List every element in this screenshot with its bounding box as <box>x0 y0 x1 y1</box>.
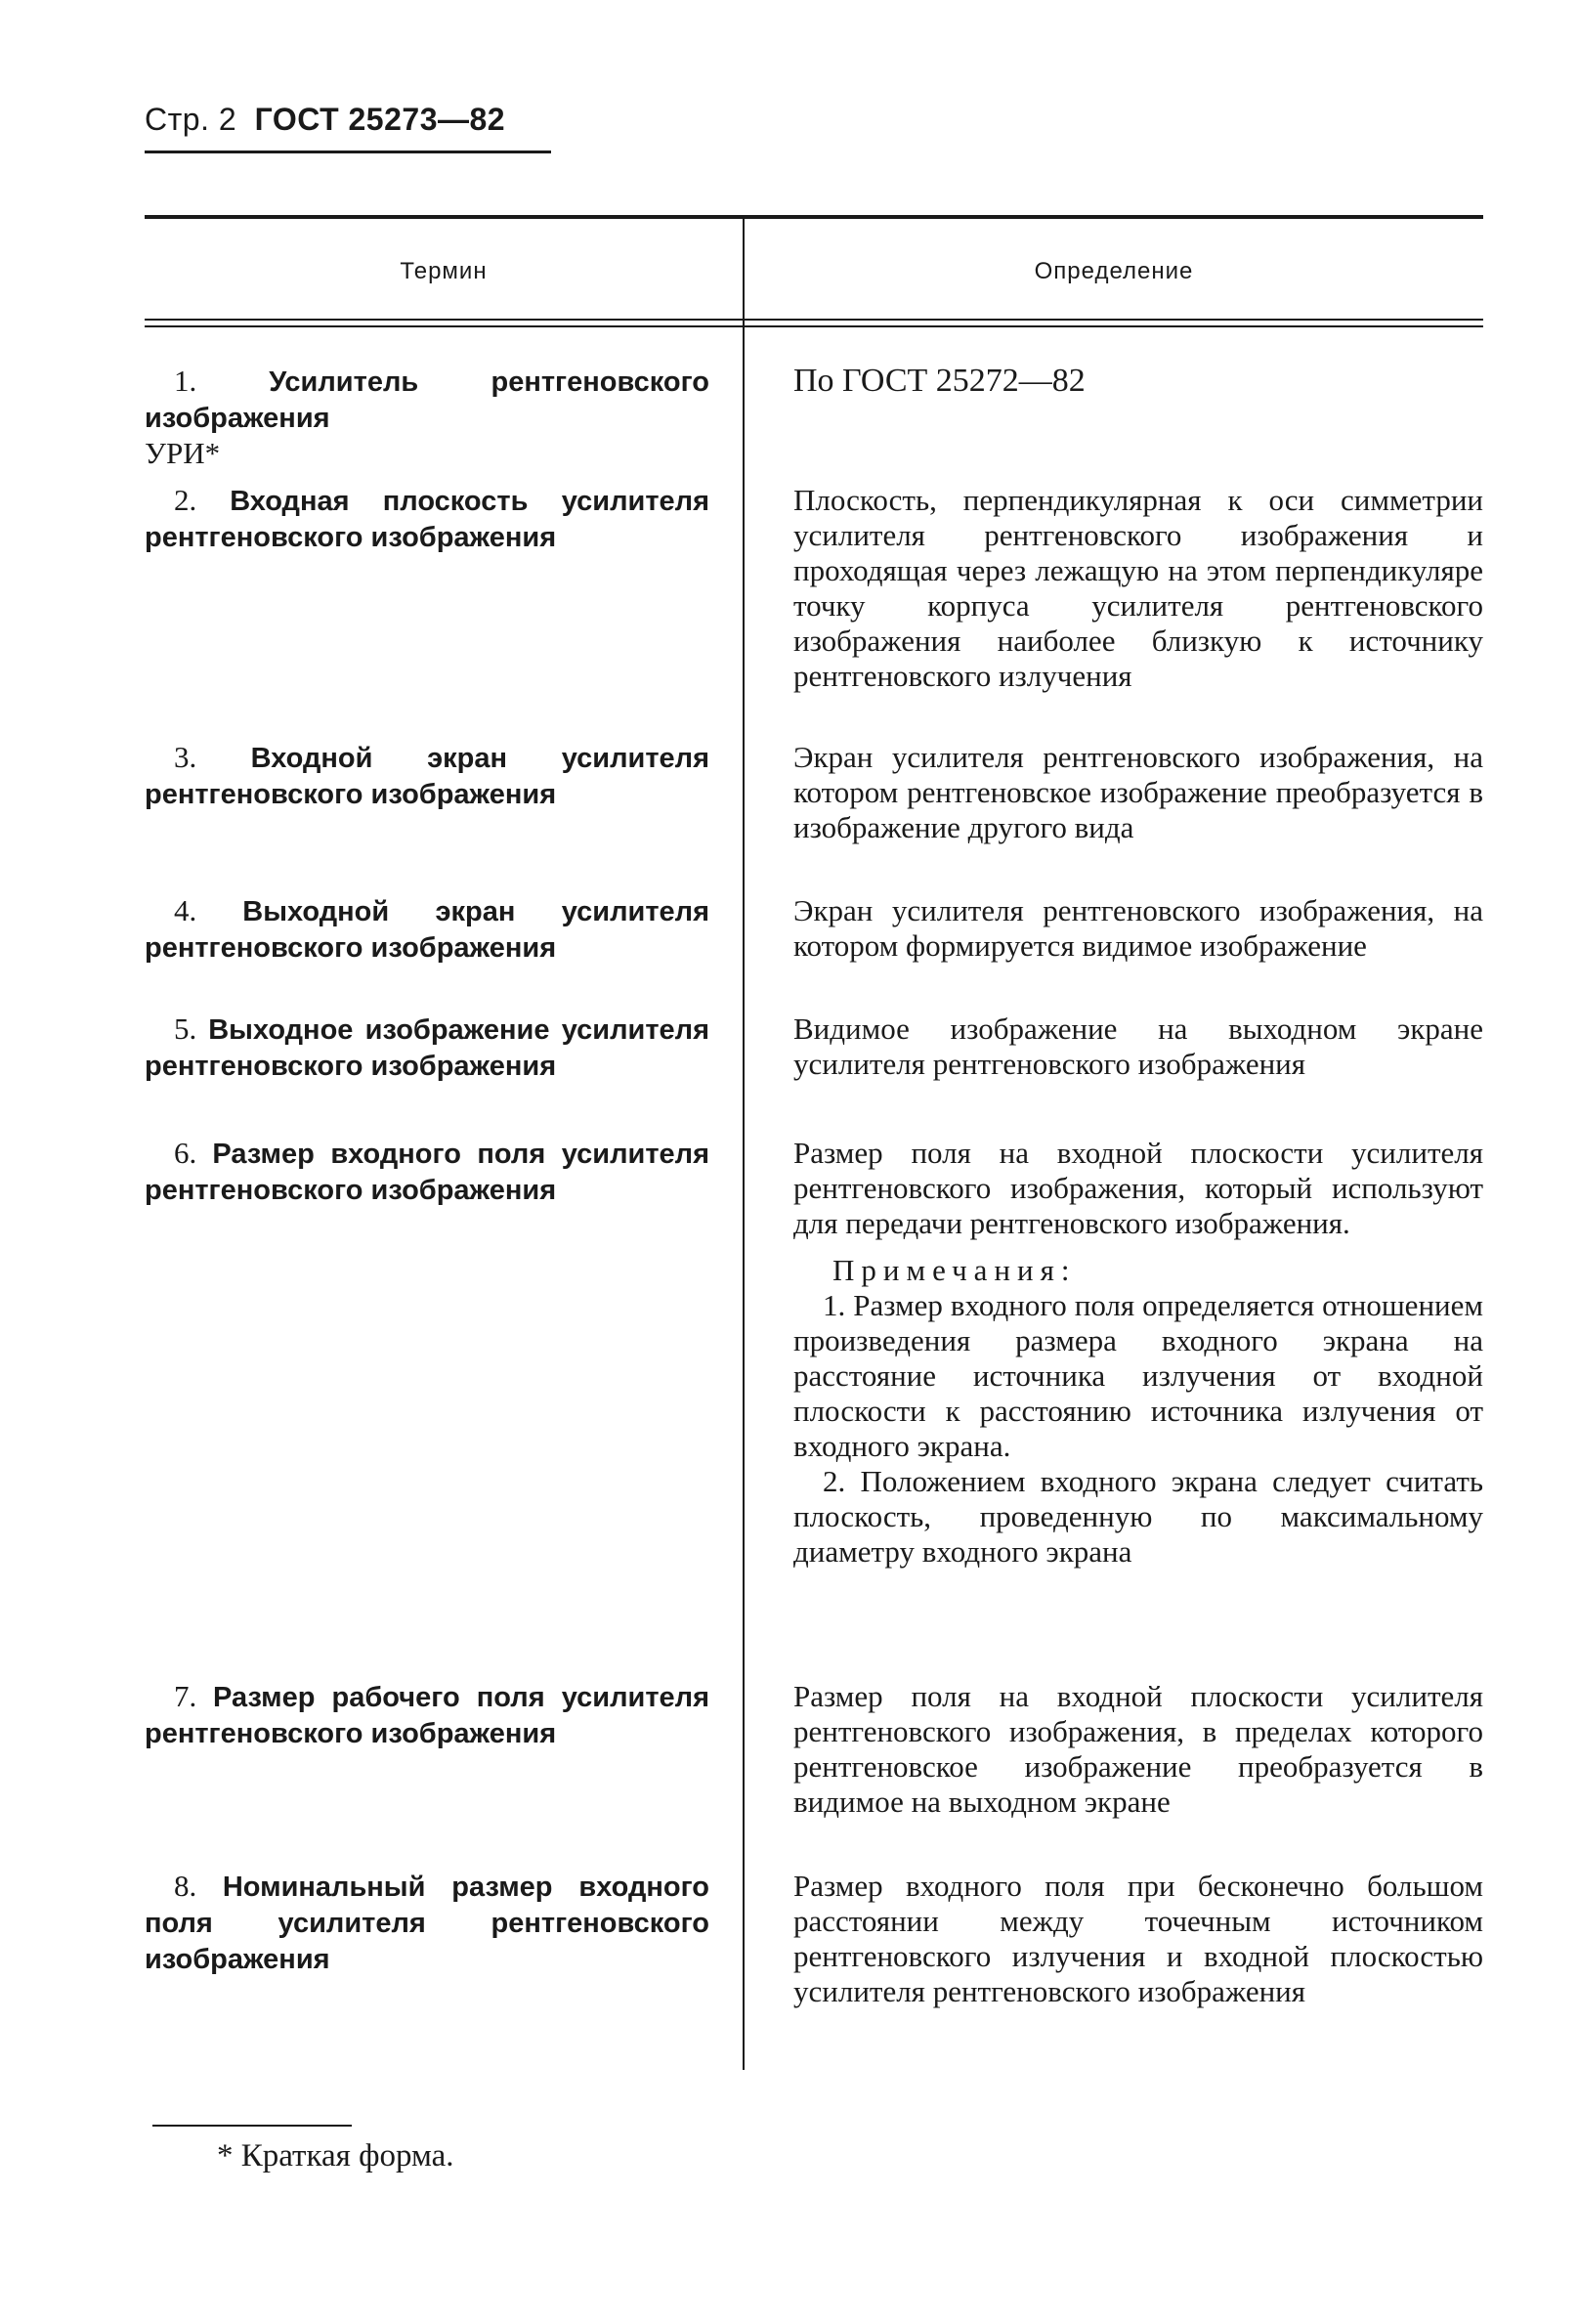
definition-text: Размер поля на входной плоскости усилителя рентгеновского изображения, который используют для передачи рентгеновского изображения. <box>793 1136 1483 1240</box>
table-top-rule <box>145 215 1483 219</box>
term-number: 5. <box>174 1011 197 1046</box>
term-number: 6. <box>174 1136 197 1170</box>
definition-row-3: Экран усилителя рентгеновского изображения, на котором рентгеновское изображение преобразуется в изображение другого вида <box>793 740 1483 844</box>
footnote-rule <box>152 2125 352 2127</box>
term-text: Размер рабочего поля усилителя рентгеновского изображения <box>145 1682 709 1749</box>
term-row-8 <box>145 1869 709 1977</box>
header-double-rule-top <box>145 319 1483 321</box>
definition-row-4: Экран усилителя рентгеновского изображения, на котором формируется видимое изображение <box>793 893 1483 963</box>
note-item-2: 2. Положением входного экрана следует считать плоскость, проведенную по максимальному диаметру входного экрана <box>793 1464 1483 1569</box>
definition-row-1: По ГОСТ 25272—82 <box>793 363 1086 399</box>
term-row-7 <box>145 1679 709 1751</box>
column-divider <box>743 217 745 2070</box>
term-number: 8. <box>174 1869 197 1903</box>
page-number: Стр. 2 <box>145 102 237 137</box>
term-number: 7. <box>174 1679 197 1713</box>
header-double-rule-bottom <box>145 325 1483 327</box>
note-item-1: 1. Размер входного поля определяется отношением произведения размера входного экрана на расстояние источника излучения от входной плоскости к расстоянию источника излучения от входного экрана. <box>793 1288 1483 1463</box>
footnote: * Краткая форма. <box>217 2138 454 2173</box>
definition-row-5: Видимое изображение на выходном экране усилителя рентгеновского изображения <box>793 1011 1483 1081</box>
definition-row-7: Размер поля на входной плоскости усилителя рентгеновского изображения, в пределах которого рентгеновское изображение преобразуется в видимое на выходном экране <box>793 1679 1483 1819</box>
term-row-6 <box>145 1136 709 1208</box>
term-text: Усилитель рентгеновского изображения <box>145 366 709 434</box>
column-header-term: Термин <box>400 258 488 284</box>
term-text: Выходной экран усилителя рентгеновского изображения <box>145 896 709 964</box>
term-text: Входной экран усилителя рентгеновского изображения <box>145 743 710 810</box>
column-header-definition: Определение <box>1034 258 1194 284</box>
standard-number: ГОСТ 25273—82 <box>254 102 506 137</box>
page-header <box>145 102 505 138</box>
term-text: Выходное изображение усилителя рентгеновского изображения <box>145 1014 709 1082</box>
definition-row-8: Размер входного поля при бесконечно большом расстоянии между точечным источником рентгеновского излучения и входной плоскостью усилителя рентгеновского изображения <box>793 1869 1483 2008</box>
term-row-1 <box>145 364 709 471</box>
term-text: Номинальный размер входного поля усилителя рентгеновского изображения <box>145 1872 709 1975</box>
term-row-2 <box>145 483 709 555</box>
term-text: Размер входного поля усилителя рентгеновского изображения <box>145 1139 710 1206</box>
header-underline <box>145 151 551 153</box>
term-row-4 <box>145 893 709 966</box>
term-number: 3. <box>174 740 197 774</box>
term-row-5 <box>145 1011 709 1084</box>
definition-row-2: Плоскость, перпендикулярная к оси симметрии усилителя рентгеновского изображения и проходящая через лежащую на этом перпендикуляре точку корпуса усилителя рентгеновского изображения наиболее близкую к источнику рентгеновского излучения <box>793 483 1483 693</box>
term-abbreviation: УРИ* <box>145 436 221 470</box>
term-number: 2. <box>174 483 197 517</box>
term-text: Входная плоскость усилителя рентгеновского изображения <box>145 486 709 553</box>
term-number: 4. <box>174 893 197 927</box>
term-row-3 <box>145 740 709 812</box>
term-number: 1. <box>174 364 197 398</box>
definition-row-6 <box>793 1136 1483 1570</box>
notes-title: Примечания: <box>832 1253 1077 1287</box>
